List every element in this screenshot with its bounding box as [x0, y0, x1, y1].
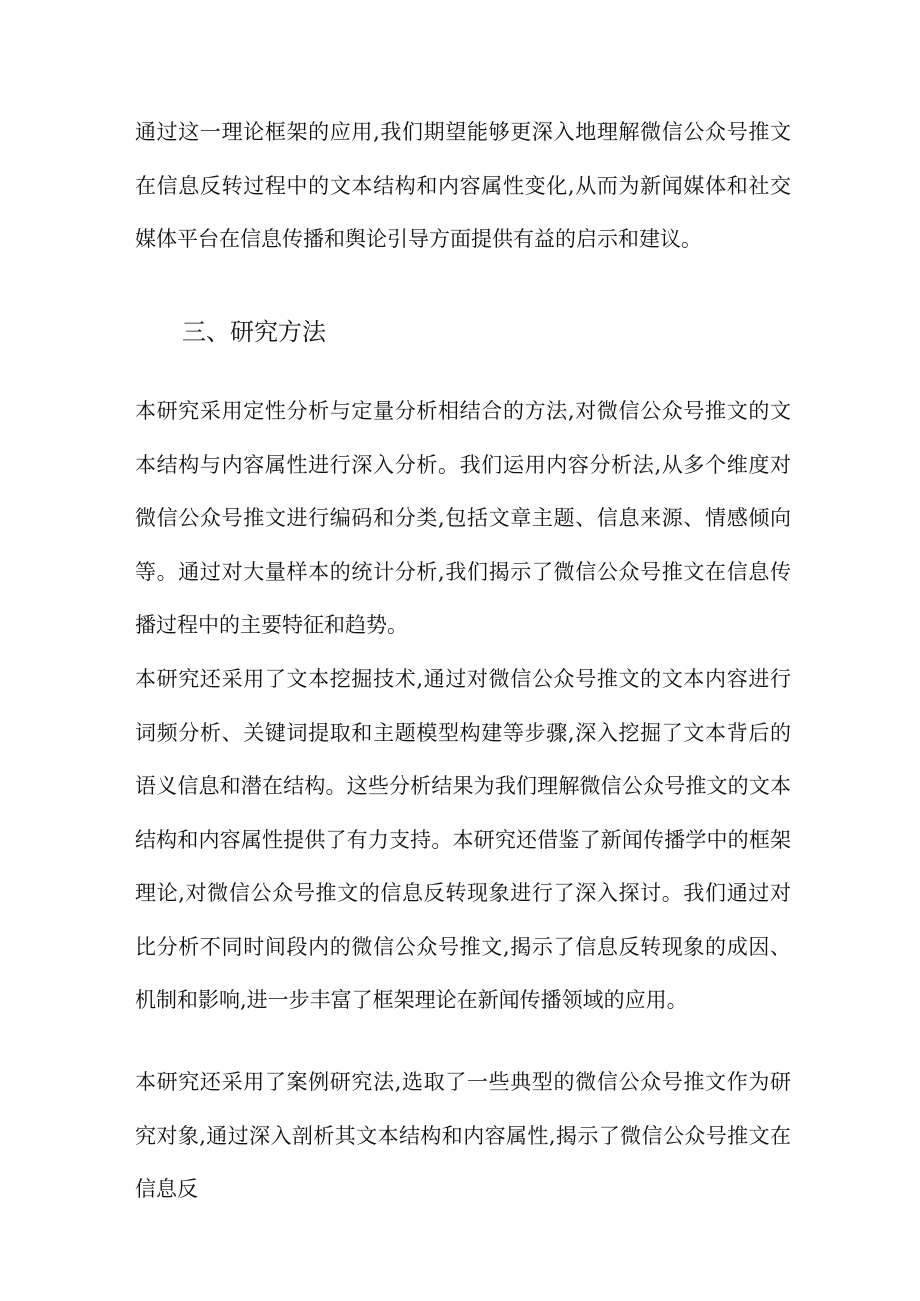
paragraph-text-mining: 本研究还采用了文本挖掘技术,通过对微信公众号推文的文本内容进行词频分析、关键词提取和主题模型构建等步骤,深入挖掘了文本背后的语义信息和潜在结构。这些分析结果为我们理解微信公众号推文的文本结构和内容属性提供了有力支持。本研究还借鉴了新闻传播学中的框架理论,对微信公众号推文的信息反转现象进行了深入探讨。我们通过对比分析不同时间段内的微信公众号推文,揭示了信息反转现象的成因、机制和影响,进一步丰富了框架理论在新闻传播领域的应用。: [135, 667, 791, 1012]
paragraph-case-study: 本研究还采用了案例研究法,选取了一些典型的微信公众号推文作为研究对象,通过深入剖析其文本结构和内容属性,揭示了微信公众号推文在信息反: [135, 1070, 791, 1201]
paragraph-qualitative-quantitative: 本研究采用定性分析与定量分析相结合的方法,对微信公众号推文的文本结构与内容属性进行深入分析。我们运用内容分析法,从多个维度对微信公众号推文进行编码和分类,包括文章主题、信息来源、情感倾向等。通过对大量样本的统计分析,我们揭示了微信公众号推文在信息传播过程中的主要特征和趋势。: [135, 399, 791, 637]
section-heading-research-methods: 三、研究方法: [182, 318, 326, 346]
paragraph-theory-application: 通过这一理论框架的应用,我们期望能够更深入地理解微信公众号推文在信息反转过程中的文本结构和内容属性变化,从而为新闻媒体和社交媒体平台在信息传播和舆论引导方面提供有益的启示和建议。: [135, 120, 791, 251]
